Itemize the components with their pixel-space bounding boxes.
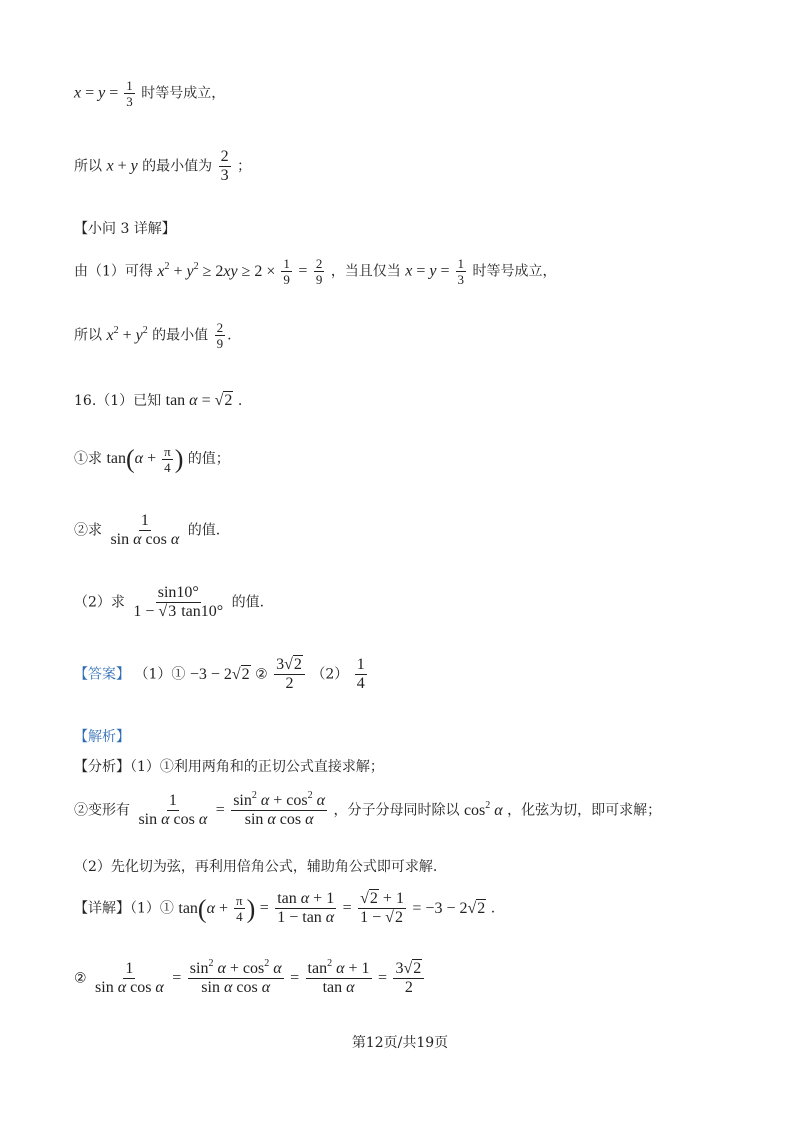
math-sin10-over-expr: $\frac{\sin 10^\circ}{1 - √3 \tan 10^\circ}$ (133, 584, 224, 620)
detail-line-2: ② $\frac{1}{\text{sin α cos α}}$ = $\frac{\sin^2 \alpha + \cos^2 \alpha}{\text{sin α cos α}}$ = $\frac{\tan^2 \alpha + 1}{\text{tan α}}$ = $\frac{3√2}{2}$ (74, 960, 426, 997)
answer-value-2: $\frac{3√2}{2}$ (274, 656, 305, 693)
page-footer: 第12页/共19页 (351, 1035, 449, 1051)
problem-16-part2: （2）求 $\frac{\sin 10^\circ}{1 - √3 \tan 10^\circ}$ 的值. (74, 584, 265, 620)
answer-value-1: −3 − 2√2 (189, 665, 250, 683)
line-min-x-plus-y: 所以 x + y 的最小值为 $\frac{2}{3}$ ； (74, 148, 252, 184)
math-inequality: $x^2 + y^2 \ge 2xy \ge 2$ × (157, 260, 280, 280)
problem-16-intro: 16.（1）已知 tan α = √2 . (74, 392, 243, 409)
line-min-sum-squares: 所以 $x^2 + y^2$ 的最小值 $\frac{2}{9}$ . (74, 320, 232, 351)
math-x-plus-y: x (106, 157, 114, 175)
math-x-eq-y: x (74, 84, 82, 102)
analysis-line-2: ②变形有 $\frac{1}{\text{sin α cos α}}$ = $\frac{\sin^2 \alpha + \cos^2 \alpha}{\text{sin α cos α}}$ ，分子分母同时除以 $\cos^2 \alpha$ ，化弦为切，即可求解； (74, 790, 662, 828)
fraction-two-thirds: $\frac{2}{3}$ (220, 148, 229, 184)
detail-line-1: 【详解】（1）① tan(α + $\frac{\pi}{4}$ ) = $\frac{\text{tan α + 1}}{\text{1 − tan α}}$ = $\frac{√2 + 1}{1 - √2}$ = −3 − 2√2 . (74, 890, 496, 926)
answer-line: 【答案】 （1）① −3 − 2√2 ② $\frac{3√2}{2}$ （2） $\frac{1}{4}$ (74, 656, 365, 692)
math-one-over-sin-cos: $\frac{1}{\text{sin α cos α}}$ (110, 512, 180, 548)
answer-value-3: $\frac{1}{4}$ (356, 656, 365, 692)
analysis-line-3: （2）先化切为弦，再利用倍角公式，辅助角公式即可求解. (74, 859, 438, 875)
math-tan-alpha-eq-root2: tan α = √2 (165, 392, 233, 409)
line-inequality-derivation: 由（1）可得 $x^2 + y^2 \ge 2xy \ge 2$ × $\frac{1}{9}$ = $\frac{2}{9}$ ，当且仅当 x = y = $\frac{1}{3}$ 时等号成立， (74, 256, 557, 287)
text-equality-holds: 时等号成立， (141, 85, 226, 102)
analysis-label: 【解析】 (74, 729, 130, 745)
problem-16-q2: ②求 $\frac{1}{\text{sin α cos α}}$ 的值. (74, 512, 221, 548)
math-sum-squares: $x^2 + y^2$ (106, 324, 148, 344)
line-equality-condition: x = y = $\frac{1}{3}$ 时等号成立， (74, 78, 226, 109)
subheading-part3: 【小问 3 详解】 (74, 221, 176, 237)
answer-label: 【答案】 (74, 666, 130, 683)
problem-16-q1: ①求 tan(α + $\frac{\pi}{4}$ ) 的值； (74, 444, 230, 475)
analysis-line-1: 【分析】（1）①利用两角和的正切公式直接求解； (74, 759, 384, 775)
math-tan-alpha-plus-pi4: tan(α + $\frac{\pi}{4}$ ) (106, 444, 184, 475)
fraction-one-third: $\frac{1}{3}$ (126, 78, 133, 109)
